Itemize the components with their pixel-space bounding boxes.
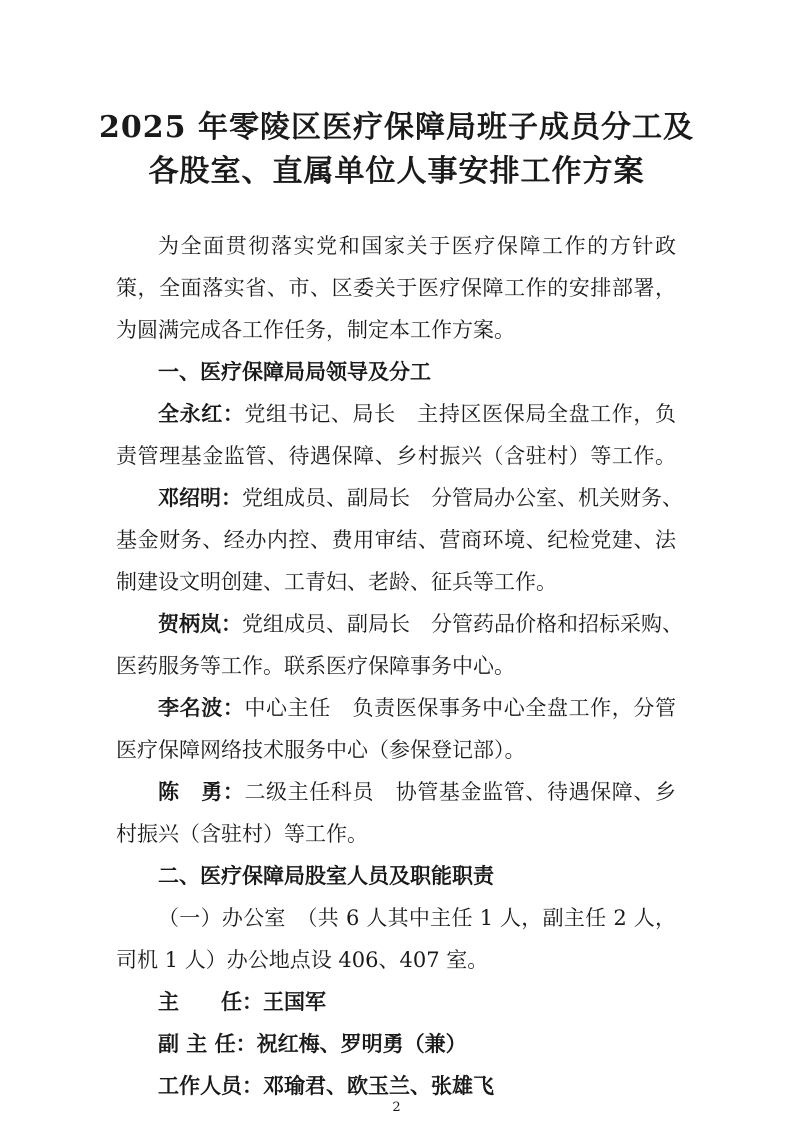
page-number: 2: [392, 1100, 401, 1115]
document-title-line-2: 各股室、直属单位人事安排工作方案: [148, 154, 645, 189]
leader-3-role: 党组成员、副局长 分管药品价格和招标采购、: [242, 612, 683, 636]
office-line-2: 司机 1 人）办公地点设 406、407 室。: [116, 948, 489, 972]
office-deputy: [116, 1030, 676, 1058]
office-line-1: （一）办公室 （共 6 人其中主任 1 人，副主任 2 人，: [158, 906, 676, 930]
leader-4-line-2: 医疗保障网络技术服务中心（参保登记部）。: [116, 738, 526, 762]
leader-1-role: 党组书记、局长 主持区医保局全盘工作，负: [244, 402, 677, 426]
office-staff: [116, 1072, 676, 1100]
director-value: 王国军: [263, 989, 326, 1014]
leader-2-line-1: [116, 484, 683, 512]
section-1-heading: 一、医疗保障局局领导及分工: [158, 360, 431, 384]
document-title-line-1: 2025 年零陵区医疗保障局班子成员分工及: [99, 110, 694, 145]
leader-2-name: 邓绍明：: [158, 485, 242, 510]
leader-4-name: 李名波：: [158, 695, 245, 720]
section-2-heading: 二、医疗保障局股室人员及职能职责: [158, 864, 494, 888]
deputy-value: 祝红梅、罗明勇（兼）: [256, 1031, 467, 1056]
leader-5-line-2: 村振兴（含驻村）等工作。: [116, 822, 368, 846]
leader-5-line-1: [116, 778, 676, 806]
leader-3-name: 贺柄岚：: [158, 611, 242, 636]
leader-1-line-2: 责管理基金监管、待遇保障、乡村振兴（含驻村）等工作。: [116, 444, 676, 468]
leader-2-line-3: 制建设文明创建、工青妇、老龄、征兵等工作。: [116, 570, 557, 594]
leader-2-line-2: 基金财务、经办内控、费用审结、营商环境、纪检党建、法: [116, 528, 676, 552]
intro-line-2: 策，全面落实省、市、区委关于医疗保障工作的安排部署，: [116, 276, 676, 300]
staff-label: 工作人员：: [158, 1073, 263, 1098]
leader-1-line-1: [116, 400, 676, 428]
deputy-label: 副 主 任：: [158, 1031, 257, 1056]
leader-5-name: 陈 勇：: [158, 779, 245, 804]
office-director: [116, 988, 676, 1016]
intro-line-3: 为圆满完成各工作任务，制定本工作方案。: [116, 318, 515, 342]
leader-2-role: 党组成员、副局长 分管局办公室、机关财务、: [242, 486, 683, 510]
intro-line-1: 为全面贯彻落实党和国家关于医疗保障工作的方针政: [158, 234, 676, 258]
leader-3-line-2: 医药服务等工作。联系医疗保障事务中心。: [116, 654, 515, 678]
leader-3-line-1: [116, 610, 683, 638]
director-label: 主 任：: [158, 989, 263, 1014]
leader-5-role: 二级主任科员 协管基金监管、待遇保障、乡: [244, 780, 677, 804]
leader-1-name: 全永红：: [158, 401, 245, 426]
leader-4-line-1: [116, 694, 676, 722]
staff-value: 邓瑜君、欧玉兰、张雄飞: [263, 1073, 494, 1098]
leader-4-role: 中心主任 负责医保事务中心全盘工作，分管: [244, 696, 677, 720]
